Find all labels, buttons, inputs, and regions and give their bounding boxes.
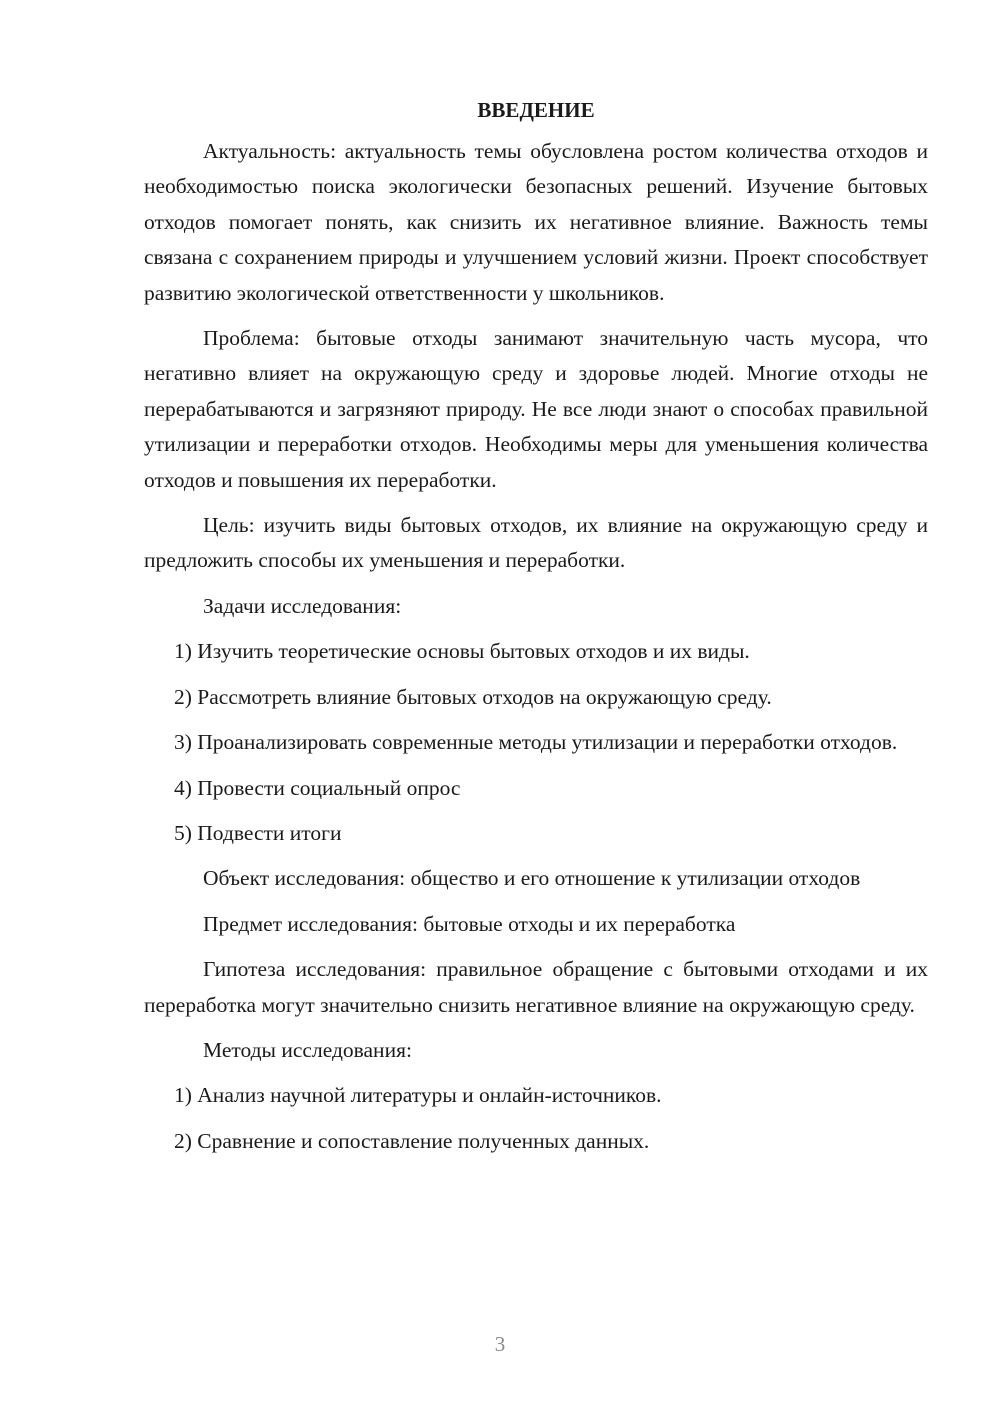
paragraph-hypothesis: Гипотеза исследования: правильное обращение с бытовыми отходами и их переработка могут значительно снизить негативное влияние на окружающую среду. [144, 957, 928, 1017]
list-item: 1) Изучить теоретические основы бытовых отходов и их виды. [174, 639, 750, 664]
list-item: 5) Подвести итоги [174, 820, 342, 845]
document-page [144, 93, 928, 1169]
list-item: 2) Рассмотреть влияние бытовых отходов на окружающую среду. [174, 684, 772, 709]
list-item: 2) Сравнение и сопоставление полученных данных. [174, 1128, 650, 1153]
paragraph-subject: Предмет исследования: бытовые отходы и их переработка [203, 911, 736, 936]
page-title: ВВЕДЕНИЕ [477, 98, 595, 122]
paragraph-goal: Цель: изучить виды бытовых отходов, их влияние на окружающую среду и предложить способы их уменьшения и переработки. [144, 513, 928, 573]
list-item: 4) Провести социальный опрос [174, 775, 461, 800]
paragraph-methods-heading: Методы исследования: [203, 1037, 412, 1062]
paragraph-object: Объект исследования: общество и его отношение к утилизации отходов [203, 866, 861, 891]
paragraph-relevance: Актуальность: актуальность темы обусловлена ростом количества отходов и необходимостью поиска экологически безопасных решений. Изучение бытовых отходов помогает понять, как снизить их негативное влияние. Важность темы связана с сохранением природы и улучшением условий жизни. Проект способствует развитию экологической ответственности у школьников. [144, 139, 928, 305]
page-number: 3 [494, 1332, 506, 1356]
list-item: 1) Анализ научной литературы и онлайн-источников. [174, 1083, 662, 1108]
list-item: 3) Проанализировать современные методы утилизации и переработки отходов. [174, 730, 898, 755]
paragraph-problem: Проблема: бытовые отходы занимают значительную часть мусора, что негативно влияет на окружающую среду и здоровье людей. Многие отходы не перерабатываются и загрязняют природу. Не все люди знают о способах правильной утилизации и переработки отходов. Необходимы меры для уменьшения количества отходов и повышения их переработки. [144, 326, 928, 492]
paragraph-tasks-heading: Задачи исследования: [203, 593, 402, 618]
